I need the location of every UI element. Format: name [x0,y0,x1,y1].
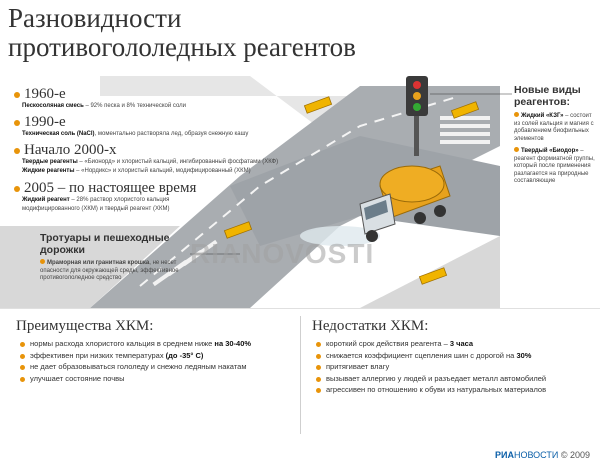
era-description: Жидкий реагент – 28% раствор хлористого кальция [22,197,170,203]
advantages-heading: Преимущества ХКМ: [16,318,154,334]
sidewalk-right [360,236,500,308]
page-title [8,4,356,62]
bullet-icon [14,186,20,192]
list-item: нормы расхода хлористого кальция в среднем ниже на 30-40% [16,339,284,349]
list-item: вызывает аллергию у людей и разъедает металл автомобилей [312,374,580,384]
list-item: короткий срок действия реагента – 3 часа [312,339,580,349]
era-description: Пескосоляная смесь – 92% песка и 8% технической соли [22,103,187,109]
title-line-1: Разновидности [8,3,182,33]
advantages-section [16,318,284,385]
disadvantages-section [312,318,580,397]
era-description: модифицированного (ХКМ) и твердый реагент (ХКМ) [22,206,170,212]
list-item: эффективен при низких температурах (до -35° С) [16,351,284,361]
list-item: снижается коэффициент сцепления шин с дорогой на 30% [312,351,580,361]
list-item: Жидкий «КЗГ» – состоит из солей кальция и магния с добавлением биофильных элементов [514,113,594,142]
bullet-icon [514,112,519,117]
bullet-icon [40,259,45,264]
list-item: агрессивен по отношению к обуви из натуральных материалов [312,385,580,395]
disadvantages-heading: Недостатки ХКМ: [312,318,429,334]
sidewalks-heading: Тротуары и пешеходные дорожки [40,232,170,256]
advantages-list [16,339,284,383]
bullet-icon [14,92,20,98]
column-divider [300,316,301,434]
new-reagents-panel [514,84,598,186]
watermark: RIANOVOSTI [190,238,375,269]
list-item: притягивает влагу [312,362,580,372]
era-description: Техническая соль (NaCl), моментально растворяла лед, образуя снежную кашу [22,131,249,137]
era-heading: Начало 2000-х [14,142,116,159]
bullet-icon [14,120,20,126]
divider [0,308,600,309]
disadvantages-list [312,339,580,395]
bullet-icon [514,147,519,152]
era-description: Твердые реагенты – «Бионорд» и хлористый кальций, ингибированный фосфатами (ХКФ) [22,159,279,165]
era-heading: 1960-е [14,86,66,103]
list-item: не дает образовываться гололеду и снежно ледяным накатам [16,362,284,372]
sidewalks-description: Мраморная или гранитная крошка, не несет опасности для окружающей среды, эффективное противогололедное средство [40,260,179,281]
era-heading: 2005 – по настоящее время [14,180,196,197]
list-item: улучшает состояние почвы [16,374,284,384]
sidewalks-panel [40,232,200,283]
era-heading: 1990-е [14,114,66,131]
footer-credit [495,450,590,460]
brand-logo-b: НОВОСТИ [513,450,559,460]
copyright: © 2009 [560,450,590,460]
title-line-2: противогололедных реагентов [8,32,356,62]
list-item: Твердый «Биодор» – реагент формиатной группы, который после применения разлагается на природные составляющие [514,148,595,184]
new-reagents-heading: Новые виды реагентов: [514,84,581,108]
brand-logo-a: РИА [494,450,514,460]
bullet-icon [14,148,20,154]
era-description: Жидкие реагенты – «Нордикс» и хлористый кальций, модифицированный (ХКМ) [22,168,251,174]
